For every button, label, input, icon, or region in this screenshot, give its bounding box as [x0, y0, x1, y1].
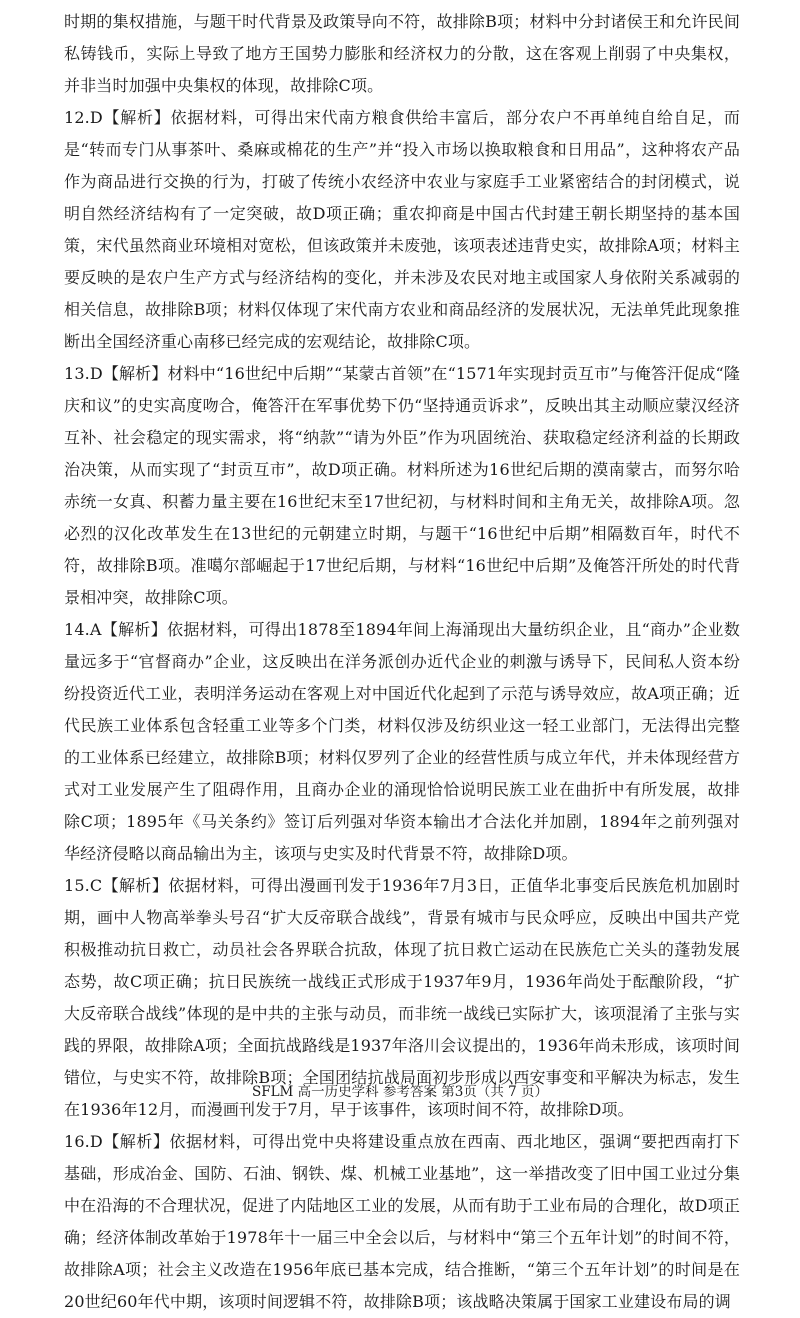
- answer-text-body: [64, 6, 740, 1318]
- paragraph-answer-14: 14.A【解析】依据材料，可得出1878至1894年间上海涌现出大量纺织企业，且“商办”企业数量远多于“官督商办”企业，这反映出在洋务派创办近代企业的刺激与诱导下，民间私人资本纷纷投资近代工业，表明洋务运动在客观上对中国近代化起到了示范与诱导效应，故A项正确；近代民族工业体系包含轻重工业等多个门类，材料仅涉及纺织业这一轻工业部门，无法得出完整的工业体系已经建立，故排除B项；材料仅罗列了企业的经营性质与成立年代，并未体现经营方式对工业发展产生了阻碍作用，且商办企业的涌现恰恰说明民族工业在曲折中有所发展，故排除C项；1895年《马关条约》签订后列强对华资本输出才合法化并加剧，1894年之前列强对华经济侵略以商品输出为主，该项与史实及时代背景不符，故排除D项。: [64, 620, 740, 863]
- paragraph-answer-16: 16.D【解析】依据材料，可得出党中央将建设重点放在西南、西北地区，强调“要把西南打下基础，形成冶金、国防、石油、钢铁、煤、机械工业基地”，这一举措改变了旧中国工业过分集中在沿海的不合理状况，促进了内陆地区工业的发展，从而有助于工业布局的合理化，故D项正确；经济体制改革始于1978年十一届三中全会以后，与材料中“第三个五年计划”的时间不符，故排除A项；社会主义改造在1956年底已基本完成，结合推断，“第三个五年计划”的时间是在20世纪60年代中期，该项时间逻辑不符，故排除B项；该战略决策属于国家工业建设布局的调: [64, 1132, 740, 1311]
- page-footer: SFLM 高一历史学科 参考答案 第3页（共 7 页）: [251, 1084, 549, 1100]
- paragraph-answer-12: 12.D【解析】依据材料，可得出宋代南方粮食供给丰富后，部分农户不再单纯自给自足，而是“转而专门从事茶叶、桑麻或棉花的生产”并“投入市场以换取粮食和日用品”，这种将农产品作为商品进行交换的行为，打破了传统小农经济中农业与家庭手工业紧密结合的封闭模式，说明自然经济结构有了一定突破，故D项正确；重农抑商是中国古代封建王朝长期坚持的基本国策，宋代虽然商业环境相对宽松，但该政策并未废弛，该项表述违背史实，故排除A项；材料主要反映的是农户生产方式与经济结构的变化，并未涉及农民对地主或国家人身依附关系减弱的相关信息，故排除B项；材料仅体现了宋代南方农业和商品经济的发展状况，无法单凭此现象推断出全国经济重心南移已经完成的宏观结论，故排除C项。: [64, 108, 740, 351]
- paragraph-answer-13: 13.D【解析】材料中“16世纪中后期”“某蒙古首领”在“1571年实现封贡互市”与俺答汗促成“隆庆和议”的史实高度吻合，俺答汗在军事优势下仍“坚持通贡诉求”，反映出其主动顺应蒙汉经济互补、社会稳定的现实需求，将“纳款”“请为外臣”作为巩固统治、获取稳定经济利益的长期政治决策，从而实现了“封贡互市”，故D项正确。材料所述为16世纪后期的漠南蒙古，而努尔哈赤统一女真、积蓄力量主要在16世纪末至17世纪初，与材料时间和主角无关，故排除A项。忽必烈的汉化改革发生在13世纪的元朝建立时期，与题干“16世纪中后期”相隔数百年，时代不符，故排除B项。准噶尔部崛起于17世纪后期，与材料“16世纪中后期”及俺答汗所处的时代背景相冲突，故排除C项。: [64, 364, 740, 607]
- paragraph-answer-15: 15.C【解析】依据材料，可得出漫画刊发于1936年7月3日，正值华北事变后民族危机加剧时期，画中人物高举拳头号召“扩大反帝联合战线”，背景有城市与民众呼应，反映出中国共产党积极推动抗日救亡，动员社会各界联合抗敌，体现了抗日救亡运动在民族危亡关头的蓬勃发展态势，故C项正确；抗日民族统一战线正式形成于1937年9月，1936年尚处于酝酿阶段，“扩大反帝联合战线”体现的是中共的主张与动员，而非统一战线已实际扩大，该项混淆了主张与实践的界限，故排除A项；全面抗战路线是1937年洛川会议提出的，1936年尚未形成，该项时间错位，与史实不符，故排除B项；全国团结抗战局面初步形成以西安事变和平解决为标志，发生在1936年12月，而漫画刊发于7月，早于该事件，该项时间不符，故排除D项。: [64, 876, 740, 1119]
- paragraph-continuation-11: 时期的集权措施，与题干时代背景及政策导向不符，故排除B项；材料中分封诸侯王和允许民间私铸钱币，实际上导致了地方王国势力膨胀和经济权力的分散，这在客观上削弱了中央集权，并非当时加强中央集权的体现，故排除C项。: [64, 12, 740, 95]
